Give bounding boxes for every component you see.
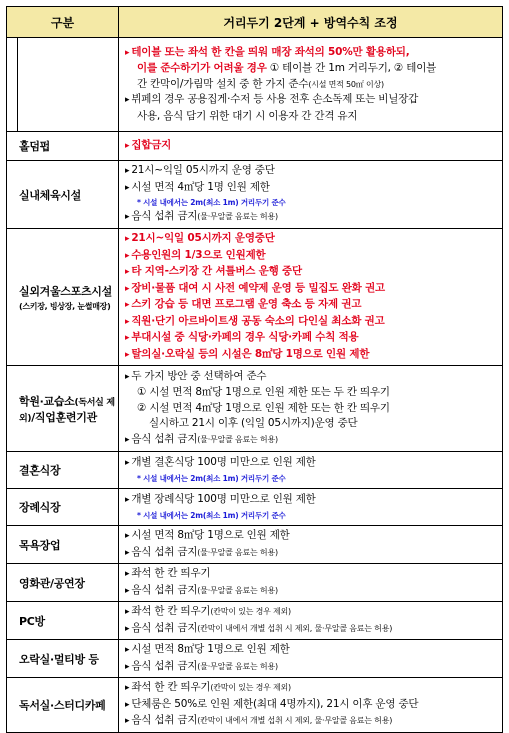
measure-line: 음식 섭취 금지: [131, 583, 198, 596]
triangle-bullet-icon: ▸: [125, 585, 130, 596]
triangle-bullet-icon: ▸: [125, 212, 130, 223]
measures-cell: [119, 452, 503, 489]
measure-line: 음식 섭취 금지: [131, 621, 198, 634]
measures-cell: [119, 366, 503, 452]
table-row: [7, 229, 503, 366]
measure-note: (칸막이 있는 경우 제외): [210, 683, 291, 692]
measure-line: 음식 섭취 금지: [131, 210, 198, 223]
measure-line: 간 칸막이/가림막 설치 중 한 가지 준수: [137, 77, 309, 90]
measure-line: 테이블 또는 좌석 한 칸을 띄워 매장 좌석의 50%만 활용하되,: [131, 45, 410, 58]
table-row: [7, 602, 503, 640]
table-row: [7, 366, 503, 452]
category-cell: [7, 366, 119, 452]
measure-note: (시설 면적 50㎡ 이상): [308, 79, 384, 89]
measure-note: (물·무알콜 음료는 허용): [197, 661, 278, 671]
measure-line: ② 시설 면적 4㎡당 1명으로 인원 제한 또는 한 칸 띄우기: [137, 401, 390, 414]
measure-line: 좌석 한 칸 띄우기: [131, 605, 211, 617]
measure-line: 타 지역-스키장 간 셔틀버스 운행 중단: [131, 265, 302, 277]
category-cell: 결혼식장: [7, 452, 119, 489]
category-cell: 실내체육시설: [7, 161, 119, 229]
triangle-bullet-icon: ▸: [125, 495, 130, 506]
triangle-bullet-icon: ▸: [125, 182, 130, 193]
measure-line: 수용인원의 1/3으로 인원제한: [131, 248, 266, 261]
triangle-bullet-icon: ▸: [125, 531, 130, 541]
triangle-bullet-icon: ▸: [125, 569, 130, 579]
category-cell: 홀덤펍: [7, 132, 119, 161]
triangle-bullet-icon: ▸: [125, 333, 130, 343]
measure-line: ① 테이블 간 1m 거리두기, ② 테이블: [266, 62, 437, 75]
category-cell: 목욕장업: [7, 526, 119, 564]
triangle-bullet-icon: ▸: [125, 371, 130, 382]
header-category: 구분: [7, 7, 119, 38]
triangle-bullet-icon: ▸: [125, 316, 130, 327]
table-row: [7, 640, 503, 678]
category-sublabel: (스키장, 빙상장, 눈썰매장): [19, 301, 111, 311]
measure-line: 이를 준수하기가 어려울 경우: [137, 62, 267, 75]
triangle-bullet-icon: ▸: [125, 661, 130, 672]
triangle-bullet-icon: ▸: [125, 47, 130, 58]
category-cell: 독서실·스터디카페: [7, 678, 119, 733]
table-row: [7, 38, 503, 132]
measure-line: 스키 강습 등 대면 프로그램 운영 축소 등 자제 권고: [131, 298, 362, 310]
measure-note: (칸막이 내에서 개별 섭취 시 제외, 물·무알콜 음료는 허용): [197, 716, 393, 725]
measure-line: 시설 면적 4㎡당 1명 인원 제한: [131, 180, 270, 193]
triangle-bullet-icon: ▸: [125, 699, 130, 710]
triangle-bullet-icon: ▸: [125, 166, 130, 177]
measure-line: 시설 면적 8㎡당 1명으로 인원 제한: [131, 529, 290, 541]
measure-note: (칸막이 있는 경우 제외): [210, 607, 291, 616]
measures-cell: [119, 132, 503, 161]
triangle-bullet-icon: ▸: [125, 683, 130, 693]
measures-cell: [119, 38, 503, 132]
table-row: [7, 526, 503, 564]
measure-line: 뷔페의 경우 공용집게·수저 등 사용 전후 손소독제 또는 비닐장갑: [131, 93, 419, 106]
measure-line: 실시하고 21시 이후 (익일 05시까지)운영 중단: [149, 417, 358, 430]
triangle-bullet-icon: ▸: [125, 140, 130, 151]
measure-line: 집합금지: [131, 138, 172, 151]
measure-line: 장비·물품 대여 시 사전 예약제 운영 등 밀집도 완화 권고: [131, 281, 385, 294]
measures-cell: [119, 161, 503, 229]
category-cell: 영화관/공연장: [7, 564, 119, 602]
table-header-row: [7, 7, 503, 38]
triangle-bullet-icon: ▸: [125, 234, 130, 244]
measures-cell: [119, 640, 503, 678]
regulation-table: [6, 6, 503, 733]
measure-line: 두 가지 방안 중 선택하여 준수: [131, 369, 267, 382]
distance-note: * 시설 내에서는 2m(최소 1m) 거리두기 준수: [137, 510, 286, 520]
regulation-table-wrapper: [6, 6, 503, 733]
table-row: [7, 452, 503, 489]
measures-cell: [119, 489, 503, 526]
distance-note: * 시설 내에서는 2m(최소 1m) 거리두기 준수: [137, 198, 286, 208]
distance-note: * 시설 내에서는 2m(최소 1m) 거리두기 준수: [137, 473, 286, 483]
measure-line: 부대시설 중 식당·카페의 경우 식당·카페 수칙 적용: [131, 331, 359, 343]
measure-line: 좌석 한 칸 띄우기: [131, 567, 211, 579]
measure-line: 개별 결혼식당 100명 미만으로 인원 제한: [131, 456, 316, 469]
category-label: 학원·교습소: [19, 394, 75, 408]
category-continuation-line: [17, 38, 118, 131]
measure-note: (칸막이 내에서 개별 섭취 시 제외, 물·무알콜 음료는 허용): [197, 623, 393, 633]
triangle-bullet-icon: ▸: [125, 623, 130, 634]
category-cell: PC방: [7, 602, 119, 640]
measure-line: 21시~익일 05시까지 운영 중단: [131, 164, 275, 177]
measures-cell: [119, 602, 503, 640]
triangle-bullet-icon: ▸: [125, 547, 130, 558]
measure-line: 시설 면적 8㎡당 1명으로 인원 제한: [131, 643, 290, 655]
measure-line: 음식 섭취 금지: [131, 545, 198, 558]
table-row: [7, 489, 503, 526]
measures-cell: [119, 229, 503, 366]
category-label-note: (독서실 제외): [19, 397, 115, 424]
category-cell: 장례식장: [7, 489, 119, 526]
measure-line: 직원·단기 아르바이트생 공동 숙소의 다인실 최소화 권고: [131, 314, 385, 327]
table-row: [7, 161, 503, 229]
category-cell-empty: [7, 38, 119, 132]
category-cell: 오락실·멀티방 등: [7, 640, 119, 678]
measure-note: (물·무알콜 음료는 허용): [197, 212, 278, 222]
triangle-bullet-icon: ▸: [125, 283, 130, 294]
measure-line: 음식 섭취 금지: [131, 659, 198, 672]
measure-line: 21시~익일 05시까지 운영중단: [131, 232, 275, 244]
category-label-cont: /직업훈련기관: [31, 410, 97, 424]
measure-note: (물·무알콜 음료는 허용): [197, 547, 278, 557]
measure-line: 개별 장례식당 100명 미만으로 인원 제한: [131, 493, 316, 506]
measure-line: 사용, 음식 담기 위한 대기 시 이용자 간 간격 유지: [137, 109, 358, 122]
measure-line: 음식 섭취 금지: [131, 432, 198, 445]
header-measures: 거리두기 2단계 + 방역수칙 조정: [119, 7, 503, 38]
measure-line: 좌석 한 칸 띄우기: [131, 681, 211, 693]
triangle-bullet-icon: ▸: [125, 300, 130, 310]
measure-line: 단체룸은 50%로 인원 제한(최대 4명까지), 21시 이후 운영 중단: [131, 697, 419, 710]
measure-note: (물·무알콜 음료는 허용): [197, 585, 278, 595]
triangle-bullet-icon: ▸: [125, 267, 130, 277]
triangle-bullet-icon: ▸: [125, 716, 130, 726]
measure-line: 탈의실·오락실 등의 시설은 8㎡당 1명으로 인원 제한: [131, 347, 370, 360]
triangle-bullet-icon: ▸: [125, 349, 130, 360]
measures-cell: [119, 564, 503, 602]
triangle-bullet-icon: ▸: [125, 645, 130, 655]
measure-line: ① 시설 면적 8㎡당 1명으로 인원 제한 또는 두 칸 띄우기: [137, 386, 390, 399]
category-label: 실외겨울스포츠시설: [19, 284, 112, 298]
category-cell: [7, 229, 119, 366]
measure-line: 음식 섭취 금지: [131, 714, 198, 726]
triangle-bullet-icon: ▸: [125, 434, 130, 445]
table-row: [7, 564, 503, 602]
triangle-bullet-icon: ▸: [125, 250, 130, 261]
triangle-bullet-icon: ▸: [125, 458, 130, 469]
table-row: [7, 132, 503, 161]
measures-cell: [119, 526, 503, 564]
measure-note: (물·무알콜 음료는 허용): [197, 434, 278, 444]
triangle-bullet-icon: ▸: [125, 607, 130, 617]
triangle-bullet-icon: ▸: [125, 95, 130, 106]
